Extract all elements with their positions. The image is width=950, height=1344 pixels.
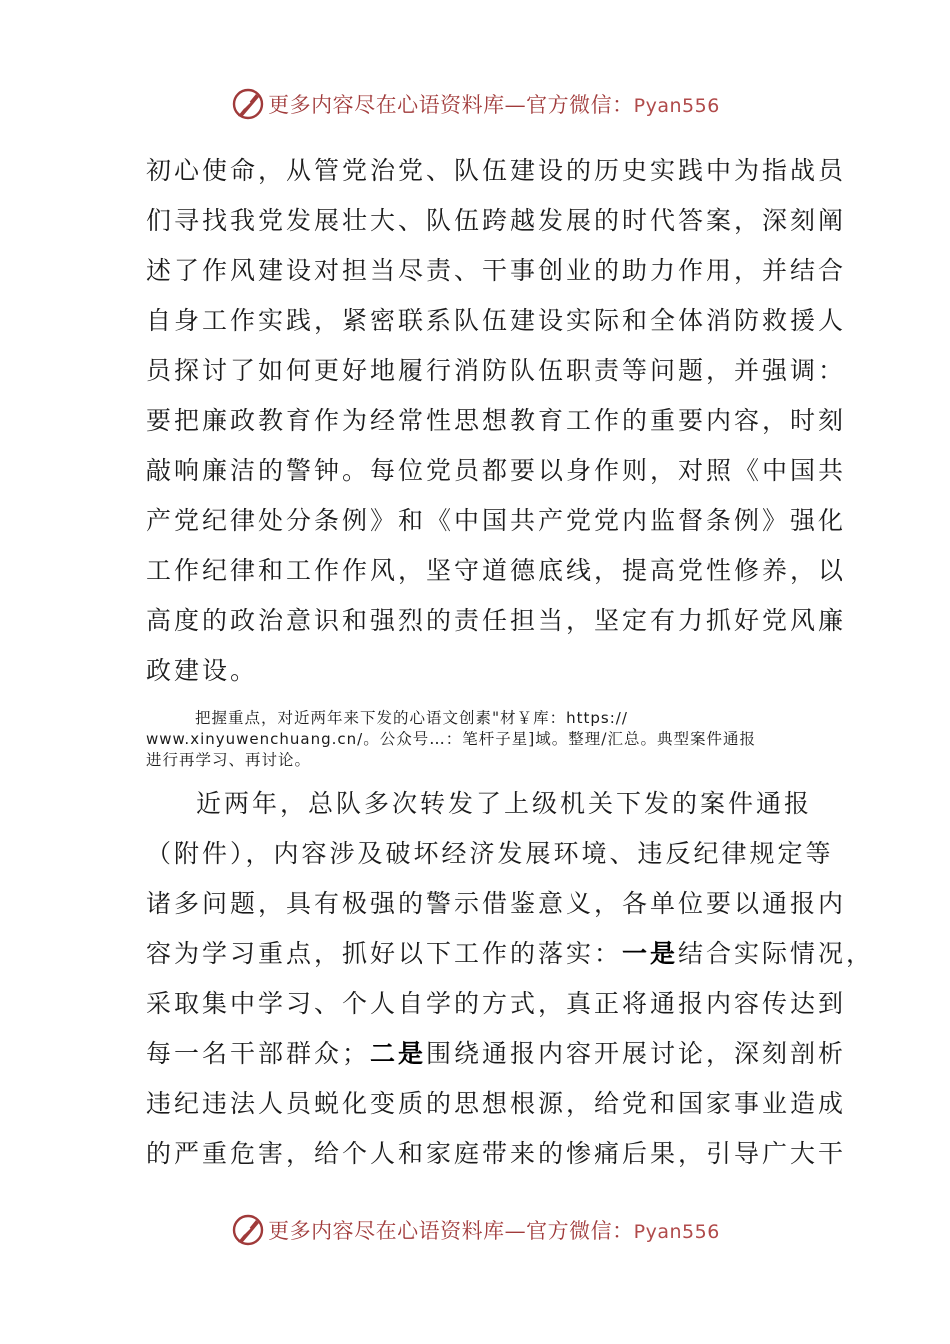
text-line: 的严重危害，给个人和家庭带来的惨痛后果，引导广大干 — [146, 1139, 847, 1168]
text-line: 违纪违法人员蜕化变质的思想根源，给党和国家事业造成 — [146, 1089, 847, 1118]
brand-text: 更多内容尽在心语资料库 — [268, 1219, 505, 1243]
text-line: 自身工作实践，紧密联系队伍建设实际和全体消防救援人 — [146, 306, 847, 335]
text-line: 高度的政治意识和强烈的责任担当，坚定有力抓好党风廉 — [146, 606, 847, 635]
text-line: 工作纪律和工作作风，坚守道德底线，提高党性修养，以 — [146, 556, 847, 585]
note-url: www.xinyuwenchuang.cn/ — [146, 730, 364, 748]
header-banner-text — [268, 89, 720, 119]
header-banner — [0, 84, 950, 124]
contact-id: Pyan556 — [633, 1221, 720, 1243]
text-span: 围绕通报内容开展讨论，深刻剖析 — [426, 1039, 847, 1068]
text-line: 初心使命，从管党治党、队伍建设的历史实践中为指战员 — [146, 156, 847, 185]
text-line: 员探讨了如何更好地履行消防队伍职责等问题，并强调： — [146, 356, 847, 385]
emphasis-second: 二是 — [370, 1039, 427, 1068]
text-line: 产党纪律处分条例》和《中国共产党党内监督条例》强化 — [146, 506, 847, 535]
text-line: 要把廉政教育作为经常性思想教育工作的重要内容，时刻 — [146, 406, 847, 435]
document-body — [146, 146, 875, 1179]
contact-label: 官方微信： — [526, 1219, 634, 1243]
quill-logo-icon — [230, 86, 266, 122]
note-line-1 — [146, 708, 826, 729]
source-note — [146, 708, 826, 771]
text-span: 结合实际情况， — [678, 939, 875, 968]
text-line: 敲响廉洁的警钟。每位党员都要以身作则，对照《中国共 — [146, 456, 847, 485]
emphasis-first: 一是 — [622, 939, 679, 968]
text-line: 采取集中学习、个人自学的方式，真正将通报内容传达到 — [146, 989, 847, 1018]
note-rest: 。公众号…：笔杆子星]域。整理/汇总。典型案件通报 — [363, 730, 756, 748]
text-line — [146, 929, 875, 979]
brand-text: 更多内容尽在心语资料库 — [268, 93, 505, 117]
text-span: 每一名干部群众； — [146, 1039, 371, 1068]
footer-banner — [0, 1210, 950, 1250]
text-line: 们寻找我党发展壮大、队伍跨越发展的时代答案，深刻阐 — [146, 206, 847, 235]
text-line — [146, 1029, 847, 1079]
footer-banner-text — [268, 1215, 720, 1245]
contact-label: 官方微信： — [526, 93, 634, 117]
quill-logo-icon — [230, 1212, 266, 1248]
banner-dash: — — [504, 93, 527, 117]
note-url-part: https:// — [566, 709, 628, 727]
banner-dash: — — [504, 1219, 527, 1243]
text-line: 政建设。 — [146, 656, 259, 685]
note-line-3: 进行再学习、再讨论。 — [146, 751, 312, 769]
note-prefix: 把握重点，对近两年来下发的心语文创素"材￥库： — [195, 709, 567, 727]
text-line: （附件），内容涉及破坏经济发展环境、违反纪律规定等 — [146, 839, 834, 868]
text-line: 诸多问题，具有极强的警示借鉴意义，各单位要以通报内 — [146, 889, 847, 918]
text-span: 容为学习重点，抓好以下工作的落实： — [146, 939, 623, 968]
paragraph-1 — [146, 146, 847, 696]
paragraph-2 — [146, 779, 875, 1179]
note-line-2 — [146, 729, 826, 750]
contact-id: Pyan556 — [633, 95, 720, 117]
text-line: 述了作风建设对担当尽责、干事创业的助力作用，并结合 — [146, 256, 847, 285]
text-line: 近两年，总队多次转发了上级机关下发的案件通报 — [196, 789, 813, 818]
